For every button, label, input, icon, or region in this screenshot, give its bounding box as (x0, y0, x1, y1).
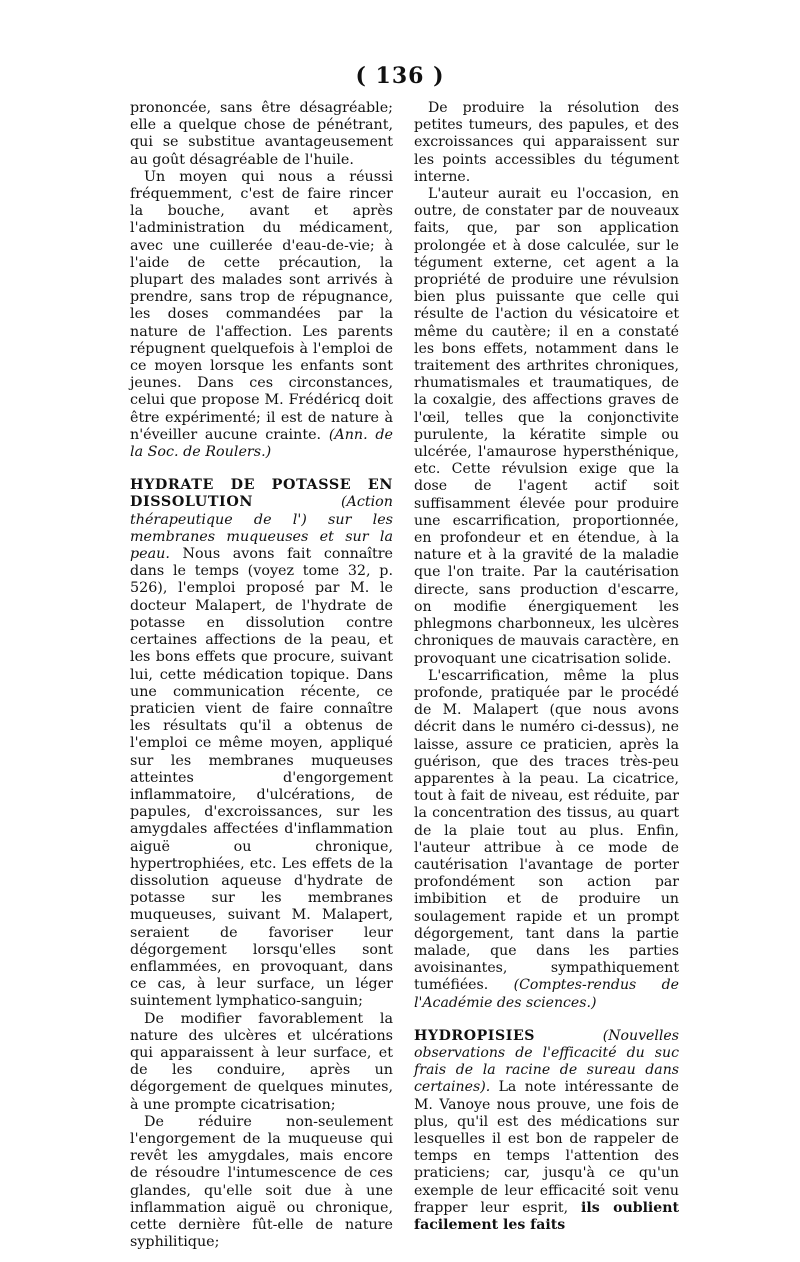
paragraph: De modifier favorablement la nature des ulcères et ulcérations qui apparaissent à leur surface, et de les conduire, après un dégorgement de quelques minutes, à une prompte cicatrisation; (130, 1010, 393, 1113)
paragraph: De produire la résolution des petites tumeurs, des papules, et des excroissances qui apparaissent sur les points accessibles du tégument interne. (414, 100, 679, 185)
left-column (130, 100, 393, 1251)
paragraph: prononcée, sans être désagréable; elle a quelque chose de pénétrant, qui se substitue avantageusement au goût désagréable de l'huile. (130, 100, 393, 168)
section-heading: HYDRATE DE POTASSE EN DISSOLUTION (130, 477, 393, 511)
paragraph-text: La note intéressante de M. Vanoye nous prouve, une fois de plus, qu'il est des médications sur lesquelles il est bon de rappeler de temps en temps l'attention des praticiens; car, jusqu'à ce qu'un exemple de leur efficacité soit venu frapper leur esprit, (414, 1079, 679, 1216)
section-subtitle: (Nouvelles observations de l'efficacité du suc frais de la racine de sureau dans certaines). (414, 1027, 679, 1096)
paragraph: De réduire non-seulement l'engorgement de la muqueuse qui revêt les amygdales, mais encore de résoudre l'intumescence de ces glandes, qu'elle soit due à une inflammation aiguë ou chronique, cette dernière fût-elle de nature syphilitique; (130, 1113, 393, 1251)
paragraph-text-end: ils oublient facilement les faits (414, 1199, 679, 1233)
section-subtitle: (Action thérapeutique de l') sur les membranes muqueuses et sur la peau. (130, 494, 393, 563)
paragraph (130, 169, 393, 461)
article-intro (414, 1028, 679, 1234)
paragraph-text: Un moyen qui nous a réussi fréquemment, c'est de faire rincer la bouche, avant et après l'administration du médicament, avec une cuillerée d'eau-de-vie; à l'aide de cette précaution, la plupart des malades sont arrivés à prendre, sans trop de répugnance, les doses commandées par la nature de l'affection. Les parents répugnent quelquefois à l'emploi de ce moyen lorsque les enfants sont jeunes. Dans ces circonstances, celui que propose M. Frédéricq doit être expérimenté; il est de nature à n'éveiller aucune crainte. (130, 168, 393, 443)
paragraph-text: Nous avons fait connaître dans le temps (voyez tome 32, p. 526), l'emploi proposé par M. le docteur Malapert, de l'hydrate de potasse en dissolution contre certaines affections de la peau, et les bons effets que procure, suivant lui, cette médication topique. Dans une communication récente, ce praticien vient de faire connaître les résultats qu'il a obtenus de l'emploi ce même moyen, appliqué sur les membranes muqueuses atteintes d'engorgement inflammatoire, d'ulcérations, de papules, d'excroissances, sur les amygdales affectées d'inflammation aiguë ou chronique, hypertrophiées, etc. Les effets de la dissolution aqueuse d'hydrate de potasse sur les membranes muqueuses, suivant M. Malapert, seraient de favoriser leur dégorgement lorsqu'elles sont enflammées, en provoquant, dans ce cas, à leur surface, un léger suintement lymphatico-sanguin; (130, 546, 394, 1010)
paragraph-text: L'escarrification, même la plus profonde, pratiquée par le procédé de M. Malapert (que nous avons décrit dans le numéro ci-dessus), ne laisse, assure ce praticien, après la guérison, que des traces très-peu apparentes à la peau. La cicatrice, tout à fait de niveau, est réduite, par la concentration des tissus, au quart de la plaie tout au plus. Enfin, l'auteur attribue à ce mode de cautérisation l'avantage de porter profondément son action par imbibition et de produire un soulagement rapide et un prompt dégorgement, tant dans la partie malade, que dans les parties avoisinantes, sympathiquement tuméfiées. (414, 667, 679, 994)
article-intro (130, 477, 393, 1010)
source-citation: (Ann. de la Soc. de Roulers.) (130, 426, 394, 461)
paragraph: L'auteur aurait eu l'occasion, en outre, de constater par de nouveaux faits, que, par son application prolongée et à dose calculée, sur le tégument externe, cet agent a la propriété de produire une révulsion bien plus puissante que celle qui résulte de l'action du vésicatoire et même du cautère; il en a constaté les bons effets, notamment dans le traitement des arthrites chroniques, rhumatismales et traumatiques, de la coxalgie, des affections graves de l'œil, telles que la conjonctivite purulente, la kératite simple ou ulcérée, l'amaurose hypersthénique, etc. Cette révulsion exige que la dose de l'agent actif soit suffisamment élevée pour produire une escarrification, proportionnée, en profondeur et en étendue, à la nature et à la gravité de la maladie que l'on traite. Par la cautérisation directe, sans production d'escarre, on modifie énergiquement les phlegmons charbonneux, les ulcères chroniques de mauvais caractère, en provoquant une cicatrisation solide. (414, 186, 679, 667)
right-column (414, 100, 679, 1234)
paragraph (414, 668, 679, 1012)
page-number: ( 136 ) (355, 63, 445, 89)
section-heading: HYDROPISIES (414, 1027, 536, 1044)
source-citation: (Comptes-rendus de l'Académie des sciences.) (414, 977, 679, 1011)
